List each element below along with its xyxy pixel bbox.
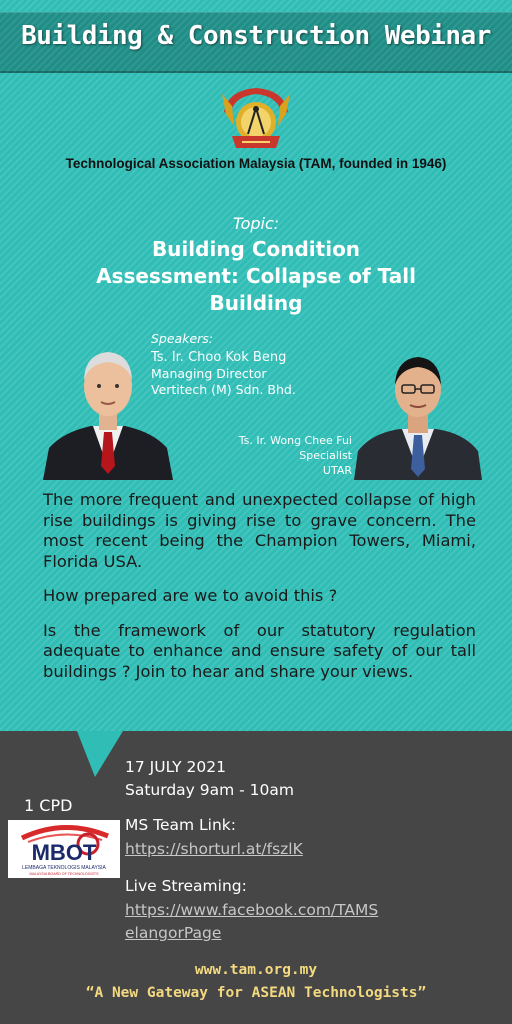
title-bar xyxy=(0,12,512,73)
speech-bubble-notch xyxy=(77,731,123,777)
event-datetime xyxy=(125,756,294,802)
page-title: Building & Construction Webinar xyxy=(21,21,491,51)
live-streaming-label: Live Streaming: xyxy=(125,877,247,895)
speakers-label: Speakers: xyxy=(151,331,214,346)
topic-label: Topic: xyxy=(232,214,280,233)
tam-logo-icon xyxy=(218,82,294,158)
speaker1-photo xyxy=(43,340,173,480)
slogan: “A New Gateway for ASEAN Technologists” xyxy=(85,985,427,1001)
speaker2-info xyxy=(239,433,352,478)
description-paragraph-3: Is the framework of our statutory regulation adequate to enhance and ensure safety of our tall buildings ? Join to hear and share your views. xyxy=(43,620,476,681)
speaker2-company: UTAR xyxy=(322,464,352,477)
speaker2-photo xyxy=(354,347,482,480)
live-streaming-link-line2[interactable]: elangorPage xyxy=(125,924,222,942)
mbot-subtitle: LEMBAGA TEKNOLOGIS MALAYSIA xyxy=(22,865,106,871)
mbot-logo-icon xyxy=(8,820,120,878)
description-paragraph-1: The more frequent and unexpected collapse of high rise buildings is giving rise to grave concern. The most recent being the Champion Towers, Miami, Florida USA. xyxy=(43,490,476,571)
speaker2-role: Specialist xyxy=(299,449,352,462)
speaker2-name: Ts. Ir. Wong Chee Fui xyxy=(238,434,352,447)
organization-name: Technological Association Malaysia (TAM, founded in 1946) xyxy=(65,156,447,171)
live-streaming-link-line1[interactable]: https://www.facebook.com/TAMS xyxy=(125,901,379,919)
speaker1-company: Vertitech (M) Sdn. Bhd. xyxy=(151,382,296,397)
speaker1-name: Ts. Ir. Choo Kok Beng xyxy=(151,350,287,365)
event-time: Saturday 9am - 10am xyxy=(125,781,295,799)
mbot-logo-text: MBOT xyxy=(31,840,97,865)
description-paragraph-2: How prepared are we to avoid this ? xyxy=(43,586,338,605)
live-streaming-link[interactable] xyxy=(125,899,378,945)
cpd-badge: 1 CPD xyxy=(24,796,73,815)
topic-title: Building Condition Assessment: Collapse of Tall Building xyxy=(96,237,416,315)
website-link[interactable]: www.tam.org.my xyxy=(194,962,318,978)
ms-team-link[interactable]: https://shorturl.at/fszlK xyxy=(125,840,303,858)
mbot-logo xyxy=(8,820,120,878)
mbot-subtitle-2: MALAYSIA BOARD OF TECHNOLOGISTS xyxy=(29,872,99,876)
description xyxy=(43,490,476,696)
event-date: 17 JULY 2021 xyxy=(125,758,226,776)
speaker1-role: Managing Director xyxy=(151,366,267,381)
ms-team-label: MS Team Link: xyxy=(125,816,236,834)
